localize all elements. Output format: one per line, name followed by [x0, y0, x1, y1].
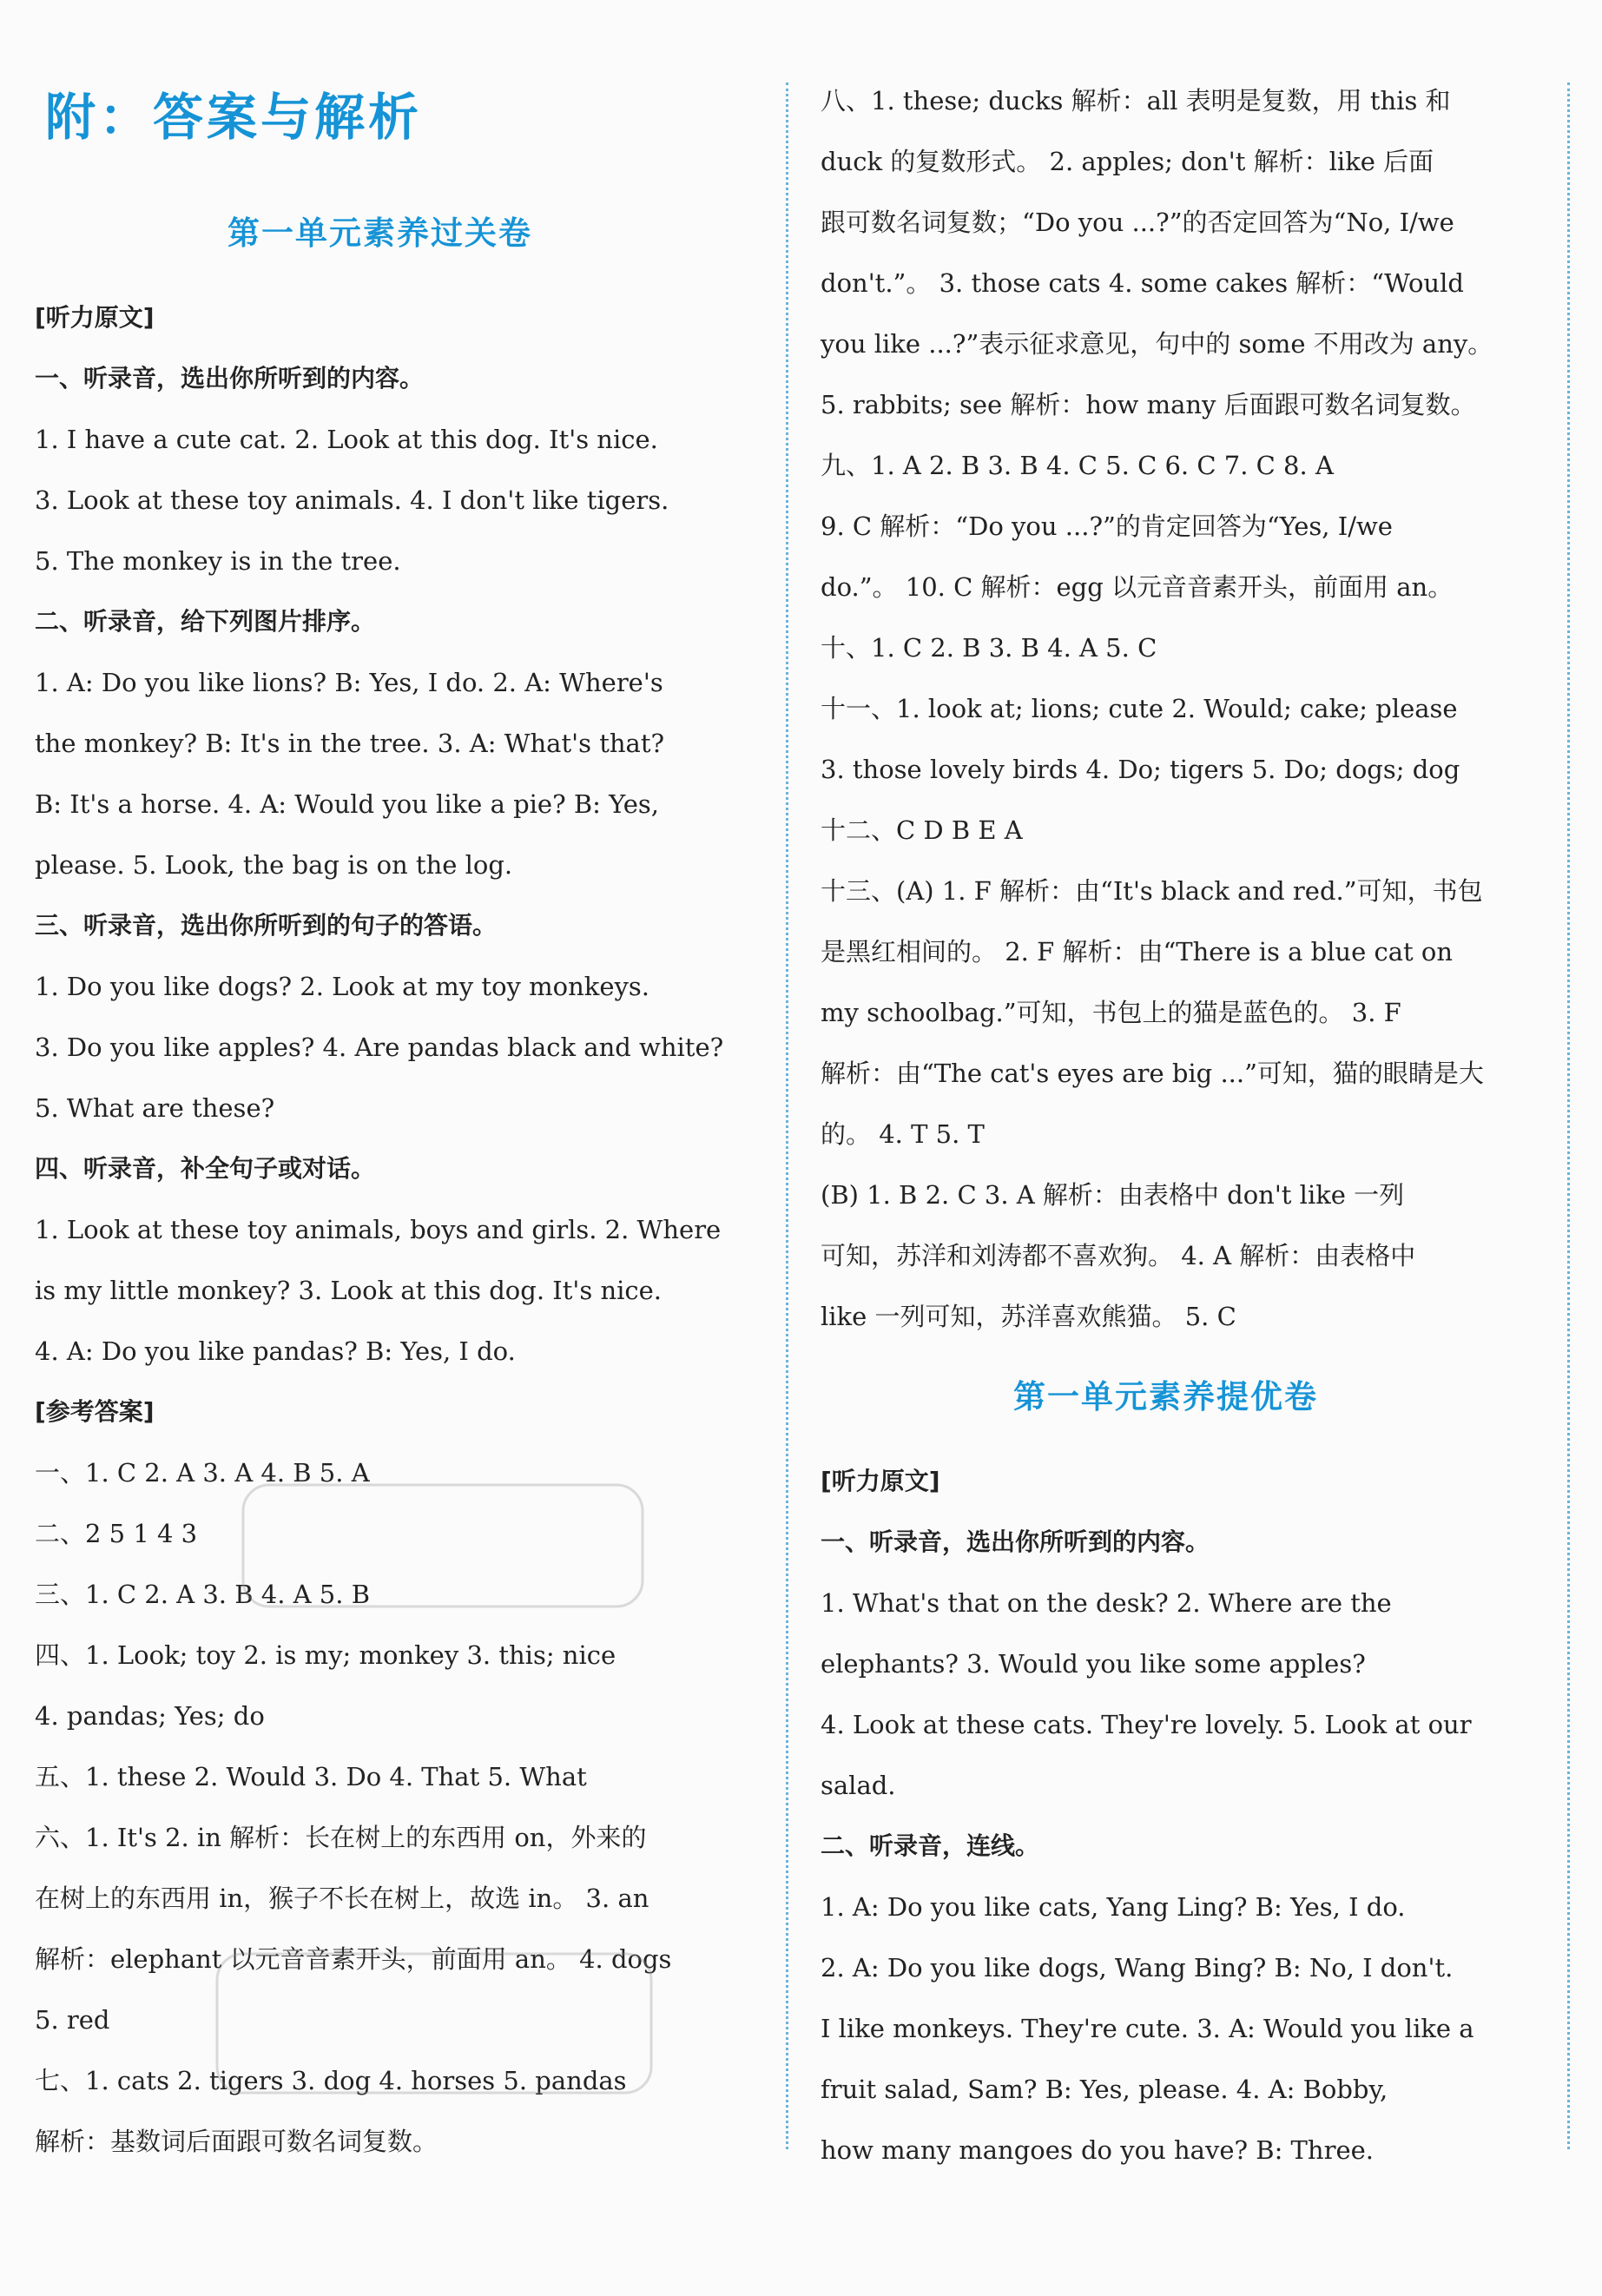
text-line: 1. Look at these toy animals, boys and girls. 2. Where [35, 1215, 722, 1244]
question-heading: 四、听录音，补全句子或对话。 [35, 1154, 376, 1183]
listening-script-header: [听力原文] [821, 1467, 940, 1495]
answer-line: 9. C 解析：“Do you ...?”的肯定回答为“Yes, I/we [821, 511, 1393, 541]
answer-line: 十二、C D B E A [821, 815, 1023, 845]
answer-line: 5. rabbits; see 解析：how many 后面跟可数名词复数。 [821, 390, 1476, 419]
answer-line: 4. pandas; Yes; do [35, 1701, 265, 1731]
text-line: I like monkeys. They're cute. 3. A: Would you like a [821, 2014, 1474, 2043]
text-line: 3. Look at these toy animals. 4. I don't like tigers. [35, 485, 669, 515]
text-line: is my little monkey? 3. Look at this dog. It's nice. [35, 1276, 663, 1305]
text-line: 5. The monkey is in the tree. [35, 546, 401, 576]
text-line: the monkey? B: It's in the tree. 3. A: What's that? [35, 729, 665, 758]
answer-line: 是黑红相间的。 2. F 解析：由“There is a blue cat on [821, 937, 1454, 967]
listening-script-header: [听力原文] [35, 303, 155, 332]
answer-key-header: [参考答案] [35, 1397, 155, 1426]
answer-line: 十三、(A) 1. F 解析：由“It's black and red.”可知，书包 [821, 876, 1483, 906]
answer-line: 九、1. A 2. B 3. B 4. C 5. C 6. C 7. C 8. A [821, 451, 1334, 480]
answer-line: (B) 1. B 2. C 3. A 解析：由表格中 don't like 一列 [821, 1180, 1405, 1210]
text-line: B: It's a horse. 4. A: Would you like a pie? B: Yes, [35, 789, 660, 819]
answer-line: 八、1. these; ducks 解析：all 表明是复数，用 this 和 [821, 86, 1451, 115]
text-line: 1. A: Do you like lions? B: Yes, I do. 2. A: Where's [35, 668, 663, 697]
answer-line: my schoolbag.”可知，书包上的猫是蓝色的。 3. F [821, 998, 1401, 1027]
answer-line: 七、1. cats 2. tigers 3. dog 4. horses 5. pandas [35, 2066, 627, 2095]
answer-line: don't.”。 3. those cats 4. some cakes 解析：“Would [821, 268, 1464, 298]
answer-line: 一、1. C 2. A 3. A 4. B 5. A [35, 1458, 370, 1488]
answer-line: 跟可数名词复数；“Do you ...?”的否定回答为“No, I/we [821, 208, 1454, 237]
answer-line: 3. those lovely birds 4. Do; tigers 5. Do; dogs; dog [821, 755, 1460, 784]
question-heading: 二、听录音，给下列图片排序。 [35, 607, 376, 636]
question-heading: 三、听录音，选出你所听到的句子的答语。 [35, 911, 498, 940]
text-line: fruit salad, Sam? B: Yes, please. 4. A: Bobby, [821, 2075, 1388, 2104]
text-line: please. 5. Look, the bag is on the log. [35, 850, 513, 880]
text-line: 4. Look at these cats. They're lovely. 5. Look at our [821, 1710, 1472, 1739]
page-title: 附：答案与解析 [45, 88, 423, 147]
question-heading: 一、听录音，选出你所听到的内容。 [821, 1527, 1210, 1556]
answer-line: 解析：elephant 以元音音素开头，前面用 an。 4. dogs [35, 1944, 672, 1974]
answer-line: you like ...?”表示征求意见，句中的 some 不用改为 any。 [821, 329, 1493, 359]
right-edge-divider [1567, 82, 1570, 2149]
answer-line: 五、1. these 2. Would 3. Do 4. That 5. What [35, 1762, 587, 1791]
text-line: how many mangoes do you have? B: Three. [821, 2135, 1374, 2165]
answer-line: 5. red [35, 2005, 110, 2035]
answer-line: 四、1. Look; toy 2. is my; monkey 3. this; nice [35, 1640, 616, 1670]
text-line: 2. A: Do you like dogs, Wang Bing? B: No, I don't. [821, 1953, 1454, 1983]
text-line: 5. What are these? [35, 1093, 275, 1123]
text-line: elephants? 3. Would you like some apples? [821, 1649, 1366, 1679]
answer-line: 可知，苏洋和刘涛都不喜欢狗。 4. A 解析：由表格中 [821, 1241, 1416, 1270]
watermark-top [234, 1468, 651, 1655]
answer-line: 十、1. C 2. B 3. B 4. A 5. C [821, 633, 1157, 663]
answer-line: 十一、1. look at; lions; cute 2. Would; cake; please [821, 694, 1458, 723]
section-title-unit1-advanced: 第一单元素养提优卷 [1013, 1377, 1318, 1415]
text-line: 1. Do you like dogs? 2. Look at my toy monkeys. [35, 972, 649, 1001]
answer-line: 三、1. C 2. A 3. B 4. A 5. B [35, 1580, 371, 1609]
answer-line: 二、2 5 1 4 3 [35, 1519, 198, 1548]
question-heading: 二、听录音，连线。 [821, 1831, 1040, 1860]
answer-line: 的。 4. T 5. T [821, 1119, 985, 1149]
answer-line: duck 的复数形式。 2. apples; don't 解析：like 后面 [821, 147, 1434, 176]
question-heading: 一、听录音，选出你所听到的内容。 [35, 364, 425, 393]
section-title-unit1-check: 第一单元素养过关卷 [227, 214, 532, 252]
answer-line: 解析：基数词后面跟可数名词复数。 [35, 2127, 438, 2156]
answer-line: 在树上的东西用 in，猴子不长在树上，故选 in。 3. an [35, 1884, 649, 1913]
text-line: 1. What's that on the desk? 2. Where are the [821, 1588, 1392, 1618]
answer-line: like 一列可知，苏洋喜欢熊猫。 5. C [821, 1302, 1236, 1331]
answer-line: 解析：由“The cat's eyes are big ...”可知，猫的眼睛是大 [821, 1059, 1484, 1088]
answer-line: 六、1. It's 2. in 解析：长在树上的东西用 on，外来的 [35, 1823, 647, 1852]
text-line: 3. Do you like apples? 4. Are pandas black and white? [35, 1033, 724, 1062]
text-line: salad. [821, 1771, 896, 1800]
text-line: 1. A: Do you like cats, Yang Ling? B: Yes, I do. [821, 1892, 1406, 1922]
answer-line: do.”。 10. C 解析：egg 以元音音素开头，前面用 an。 [821, 572, 1454, 602]
text-line: 1. I have a cute cat. 2. Look at this dog. It's nice. [35, 425, 658, 454]
text-line: 4. A: Do you like pandas? B: Yes, I do. [35, 1336, 516, 1366]
column-divider [786, 82, 788, 2149]
